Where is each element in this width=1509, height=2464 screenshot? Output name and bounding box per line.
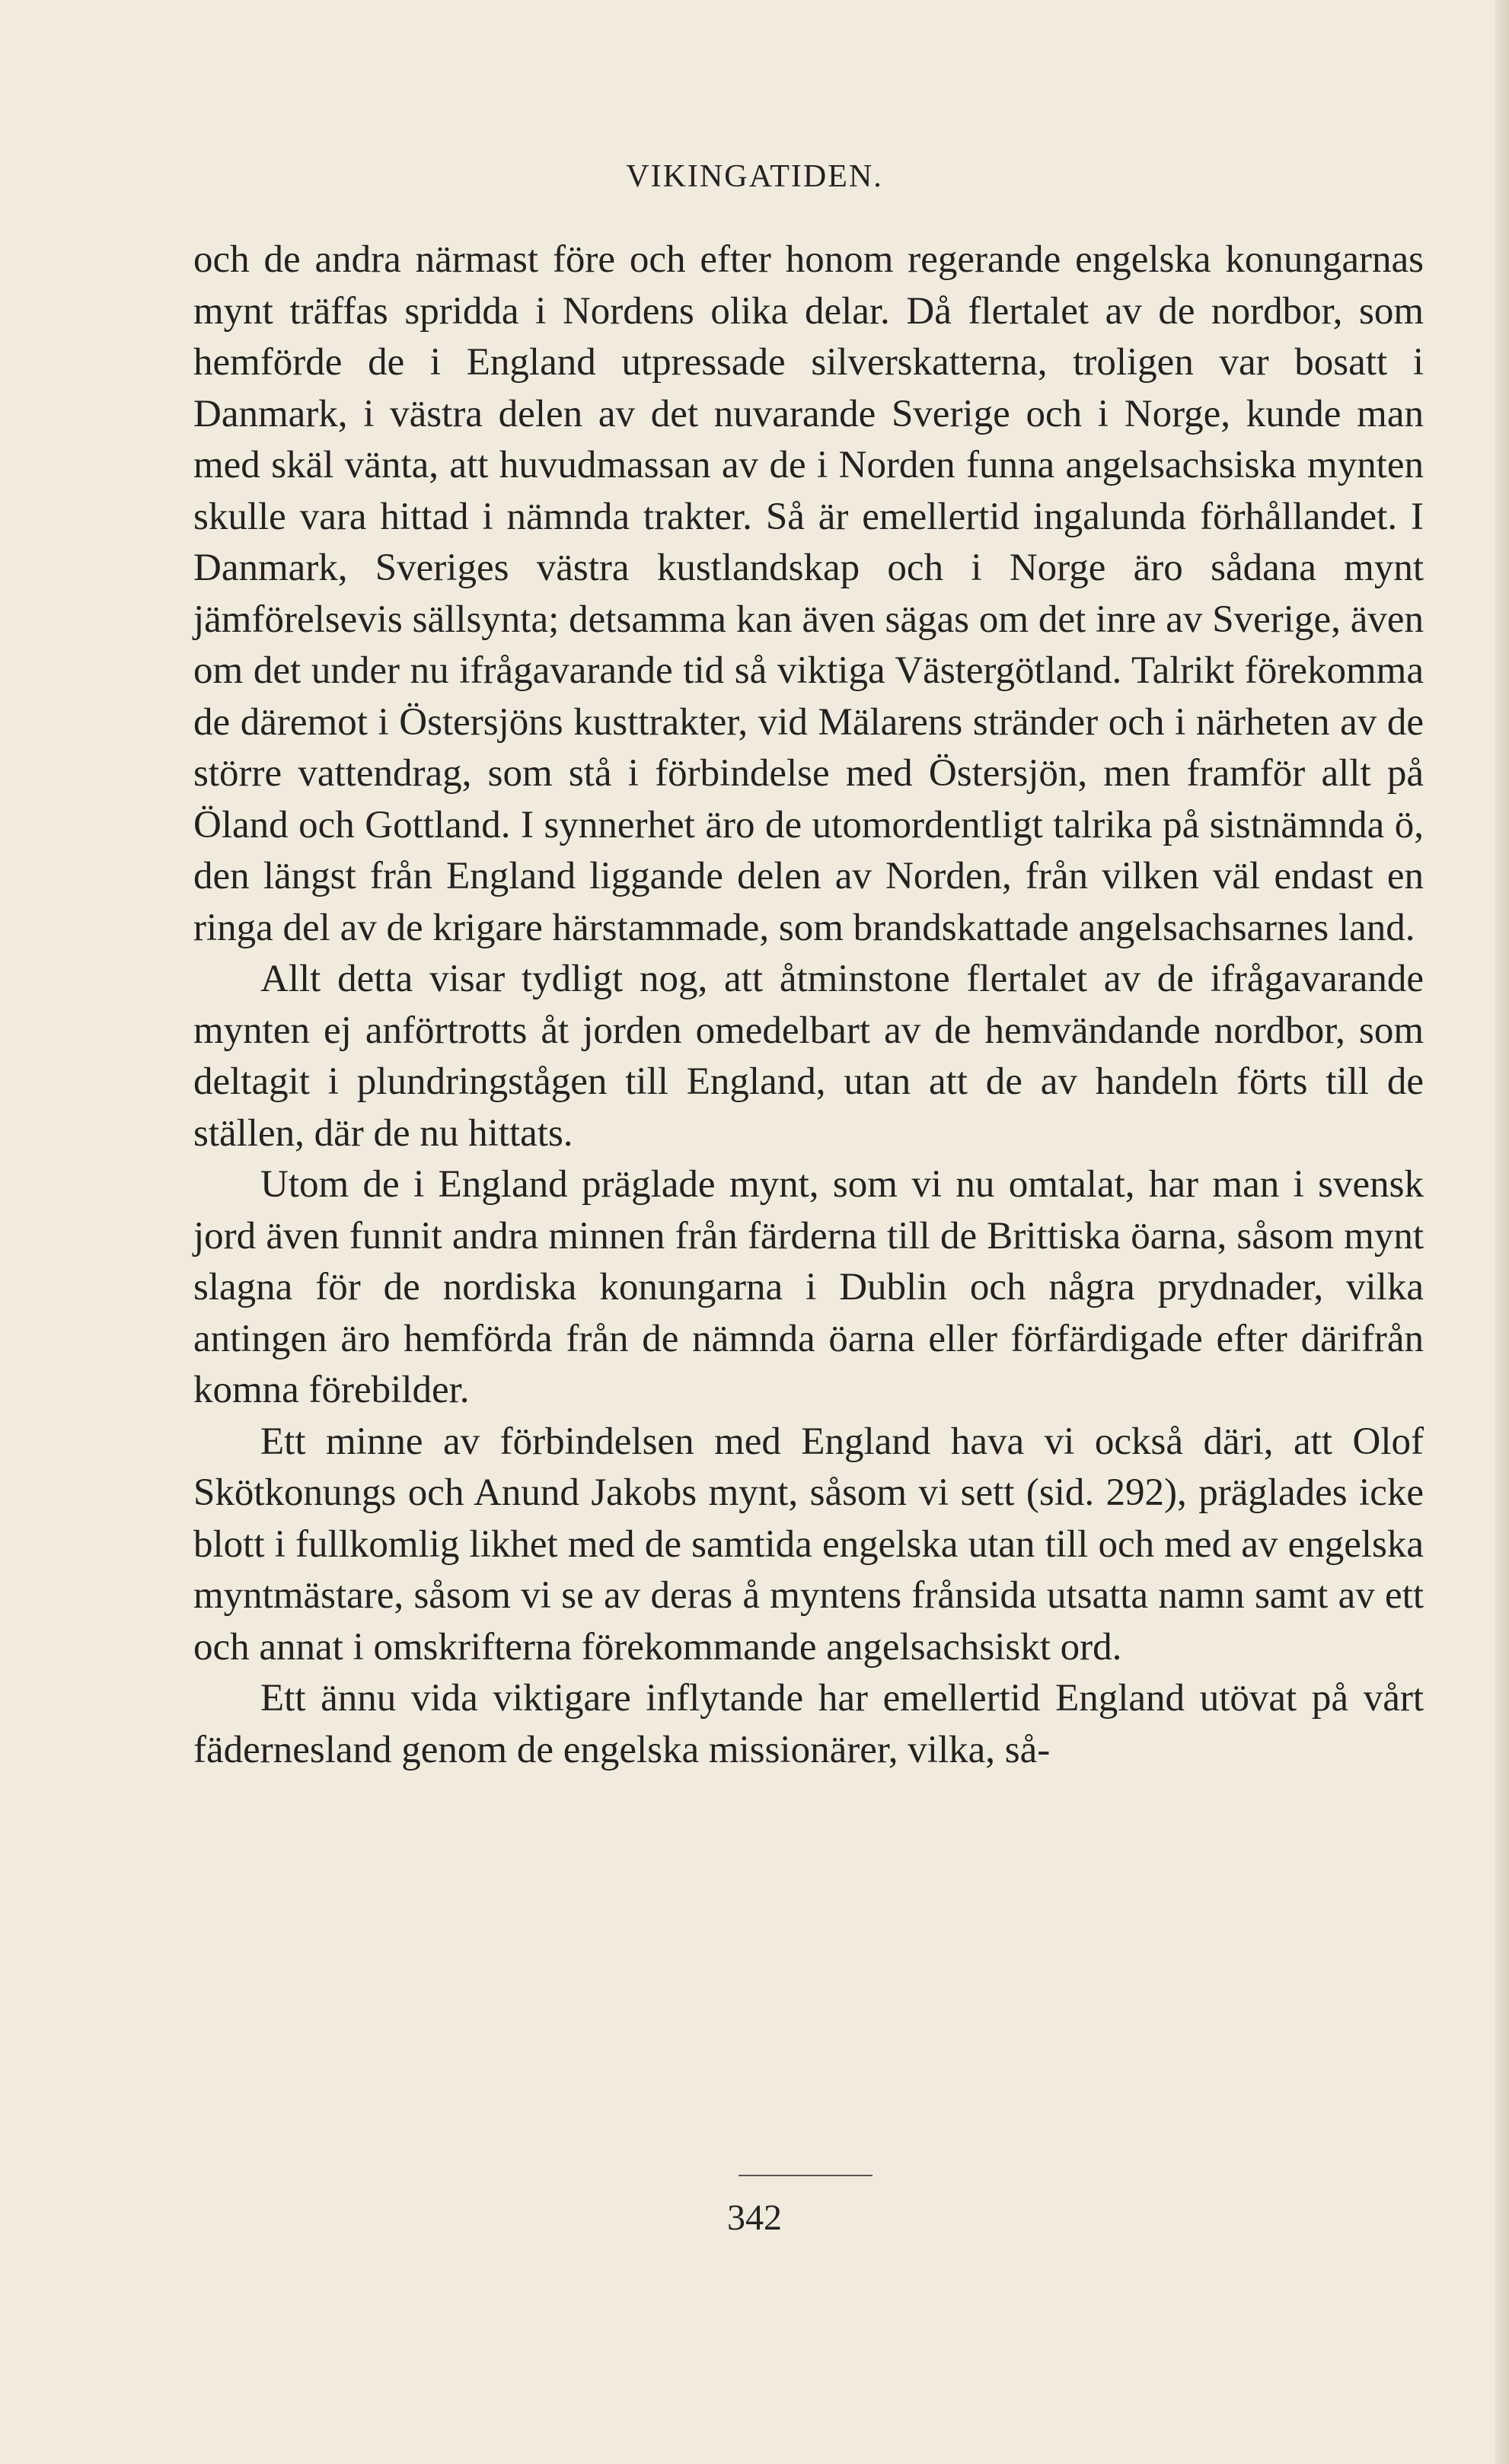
paragraph-5: Ett ännu vida viktigare inflytande har emellertid England utövat på vårt fädernesland genom de engelska missionärer, vilka, så- — [193, 1677, 1424, 1771]
paragraph-1: och de andra närmast före och efter honom regerande engelska konungarnas mynt träffas spridda i Nordens olika delar. Då flertalet av de nordbor, som hemförde de i England utpressade silverskatterna, troligen var bosatt i Danmark, i västra delen av det nuvarande Sverige och i Norge, kunde man med skäl vänta, att huvudmassan av de i Norden funna angelsachsiska mynten skulle vara hittad i nämnda trakter. Så är emellertid ingalunda förhållandet. I Danmark, Sveriges västra kustlandskap och i Norge äro sådana mynt jämförelsevis sällsynta; detsamma kan även sägas om det inre av Sverige, även om det under nu ifrågavarande tid så viktiga Västergötland. Talrikt förekomma de däremot i Östersjöns kusttrakter, vid Mälarens stränder och i närheten av de större vattendrag, som stå i förbindelse med Östersjön, men framför allt på Öland och Gottland. I synnerhet äro de utomordentligt talrika på sistnämnda ö, den längst från England liggande delen av Norden, från vilken väl endast en ringa del av de krigare härstammade, som brandskattade angelsachsarnes land. — [193, 238, 1424, 949]
paragraph-4: Ett minne av förbindelsen med England hava vi också däri, att Olof Skötkonungs och Anund Jakobs mynt, såsom vi sett (sid. 292), präglades icke blott i fullkomlig likhet med de samtida engelska utan till och med av engelska myntmästare, såsom vi se av deras å myntens frånsida utsatta namn samt av ett och annat i omskrifterna förekommande angelsachsiskt ord. — [193, 1420, 1424, 1669]
body-text — [193, 234, 1424, 1776]
paragraph-2: Allt detta visar tydligt nog, att åtminstone flertalet av de ifrågavarande mynten ej anförtrotts åt jorden omedelbart av de hemvändande nordbor, som deltagit i plundringstågen till England, utan att de av handeln förts till de ställen, där de nu hittats. — [193, 958, 1424, 1155]
page-edge — [1495, 0, 1509, 2464]
running-head: VIKINGATIDEN. — [626, 159, 883, 194]
page-number: 342 — [727, 2198, 782, 2238]
footer-rule — [739, 2175, 873, 2176]
paragraph-3: Utom de i England präglade mynt, som vi nu omtalat, har man i svensk jord även funnit andra minnen från färderna till de Brittiska öarna, såsom mynt slagna för de nordiska konungarna i Dublin och några prydnader, vilka antingen äro hemförda från de nämnda öarna eller förfärdigade efter därifrån komna förebilder. — [193, 1163, 1424, 1411]
